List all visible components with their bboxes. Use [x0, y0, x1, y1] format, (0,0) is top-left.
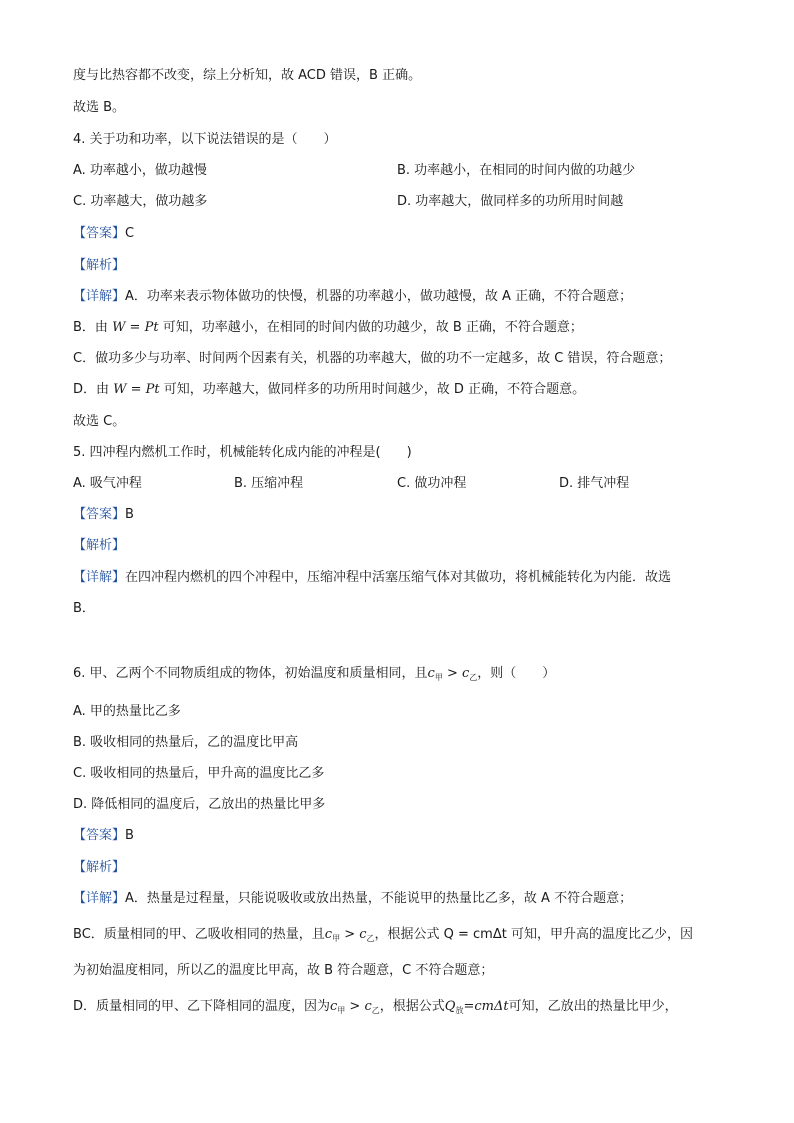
q6-detail-line: 为初始温度相同，所以乙的温度比甲高，故 B 符合题意，C 不符合题意； [73, 963, 494, 978]
answer-tag: 【答案】 [73, 226, 126, 241]
q6-option-d: D. 降低相同的温度后，乙放出的热量比甲多 [73, 797, 326, 812]
answer-value: B [125, 507, 134, 522]
q4-conclusion: 故选 C。 [73, 414, 126, 429]
q4-detail-line: C．做功多少与功率、时间两个因素有关，机器的功率越大，做的功不一定越多，故 C 错误，符合题意； [73, 351, 672, 366]
q5-option-b: B. 压缩冲程 [234, 476, 304, 491]
formula-c: c [330, 999, 338, 1014]
q6-detail-line [73, 925, 693, 949]
detail-text: 可知，功率越大，做同样多的功所用时间越少，故 D 正确，不符合题意。 [163, 382, 586, 397]
q4-option-b: B. 功率越小，在相同的时间内做的功越少 [397, 163, 636, 178]
gt-symbol: > [340, 927, 360, 942]
subscript: 乙 [366, 934, 375, 943]
q6-analysis-tag: 【解析】 [73, 860, 126, 875]
detail-text: A．功率来表示物体做功的快慢，机器的功率越小，做功越慢，故 A 正确，不符合题意； [125, 289, 633, 304]
q5-detail-line [73, 568, 671, 588]
gt-symbol: > [442, 666, 462, 681]
answer-value: C [125, 226, 135, 241]
detail-tag: 【详解】 [73, 289, 126, 304]
q4-option-a: A. 功率越小，做功越慢 [73, 163, 207, 178]
q6-option-b: B. 吸收相同的热量后，乙的温度比甲高 [73, 735, 299, 750]
detail-text: D．由 [73, 382, 110, 397]
q5-analysis-tag: 【解析】 [73, 538, 126, 553]
detail-text: 在四冲程内燃机的四个冲程中，压缩冲程中活塞压缩气体对其做功，将机械能转化为内能．故选 [125, 570, 672, 585]
q4-analysis-tag: 【解析】 [73, 258, 126, 273]
q5-detail-line: B． [73, 601, 95, 616]
q4-detail-line [73, 318, 583, 338]
subscript: 乙 [371, 1006, 380, 1015]
subscript: 放 [455, 1006, 464, 1015]
q5-option-a: A. 吸气冲程 [73, 476, 142, 491]
formula: =cmΔt [463, 999, 509, 1014]
detail-text: 可知，功率越小，在相同的时间内做的功越少，故 B 正确，不符合题意； [162, 320, 583, 335]
formula-c: c [364, 999, 372, 1014]
formula-c: c [462, 666, 470, 681]
q4-option-d: D. 功率越大，做同样多的功所用时间越 [397, 194, 624, 209]
detail-text: B．由 [73, 320, 108, 335]
subscript: 甲 [332, 934, 341, 943]
stem-text: ，则（ ） [477, 666, 556, 681]
detail-tag: 【详解】 [73, 891, 126, 906]
formula-c: c [324, 927, 333, 942]
answer-value: B [125, 828, 134, 843]
detail-text: ，根据公式 [379, 999, 445, 1014]
paragraph-line: 故选 B。 [73, 100, 126, 115]
formula-c: c [359, 927, 367, 942]
q5-option-d: D. 排气冲程 [559, 476, 630, 491]
gt-symbol: > [345, 999, 365, 1014]
paragraph-line: 度与比热容都不改变，综上分析知，故 ACD 错误，B 正确。 [73, 68, 422, 83]
q4-option-c: C. 功率越大，做功越多 [73, 194, 208, 209]
detail-text: 可知，乙放出的热量比甲少， [508, 999, 678, 1014]
question-5-stem: 5. 四冲程内燃机工作时，机械能转化成内能的冲程是( ) [73, 445, 412, 460]
answer-tag: 【答案】 [73, 507, 126, 522]
q6-detail-line [73, 889, 632, 909]
q5-answer [73, 505, 134, 525]
formula-q: Q [444, 999, 456, 1014]
detail-text: D．质量相同的甲、乙下降相同的温度，因为 [73, 999, 331, 1014]
formula: W = Pt [113, 382, 160, 397]
subscript: 乙 [469, 673, 478, 682]
formula-c: c [427, 666, 435, 681]
q5-option-c: C. 做功冲程 [397, 476, 467, 491]
stem-text: 6. 甲、乙两个不同物质组成的物体，初始温度和质量相同，且 [73, 666, 428, 681]
formula: W = Pt [112, 320, 159, 335]
answer-tag: 【答案】 [73, 828, 126, 843]
detail-text: BC．质量相同的甲、乙吸收相同的热量，且 [73, 927, 325, 942]
q6-detail-line [73, 997, 678, 1021]
subscript: 甲 [337, 1006, 346, 1015]
detail-tag: 【详解】 [73, 570, 126, 585]
q4-detail-line [73, 287, 632, 307]
q4-detail-line [73, 380, 585, 400]
detail-text: A．热量是过程量，只能说吸收或放出热量，不能说甲的热量比乙多，故 A 不符合题意； [125, 891, 633, 906]
q4-answer [73, 224, 134, 244]
question-6-stem [73, 664, 555, 688]
subscript: 甲 [434, 673, 443, 682]
question-4-stem: 4. 关于功和功率，以下说法错误的是（ ） [73, 132, 337, 147]
q6-option-c: C. 吸收相同的热量后，甲升高的温度比乙多 [73, 766, 325, 781]
detail-text: ，根据公式 Q = cmΔt 可知，甲升高的温度比乙少，因 [374, 927, 693, 942]
q6-answer [73, 826, 134, 846]
q6-option-a: A. 甲的热量比乙多 [73, 704, 181, 719]
